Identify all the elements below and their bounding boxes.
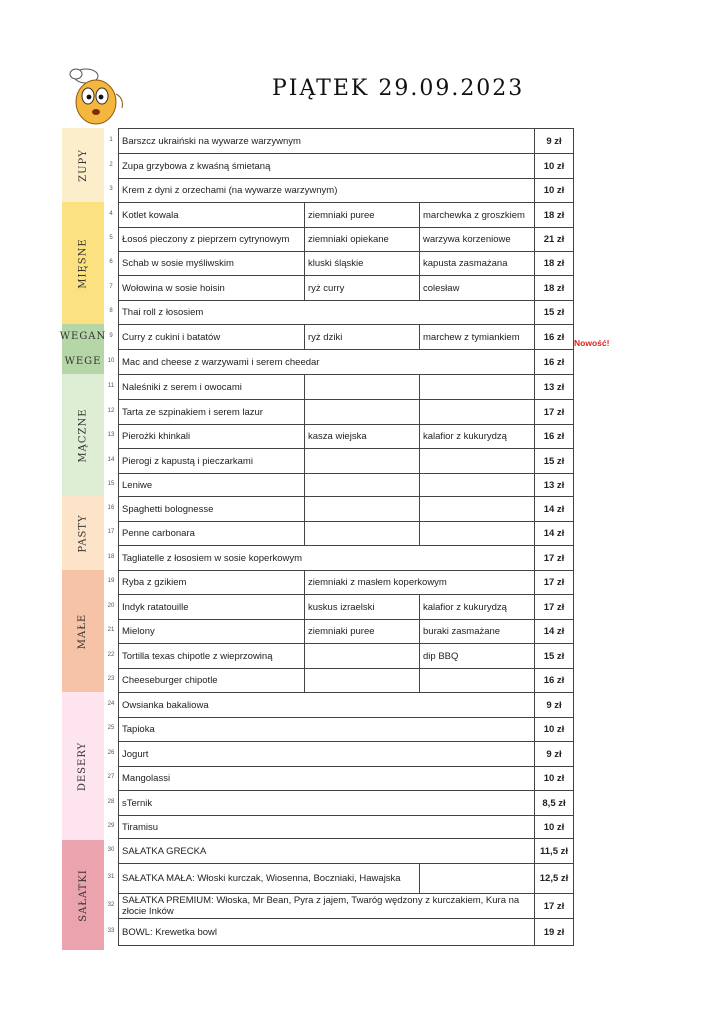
item-side [420,522,535,546]
item-price: 13 zł [535,474,574,497]
item-price: 15 zł [535,644,574,669]
category-band-maczne [62,374,104,496]
item-name: Leniwe [119,474,305,497]
row-number: 21 [107,627,115,633]
table-row [119,497,574,522]
item-price: 14 zł [535,497,574,522]
category-band-male [62,570,104,692]
table-row [119,350,574,375]
row-number: 4 [109,210,113,217]
item-name: Pierogi z kapustą i pieczarkami [119,449,305,474]
row-number: 16 [107,504,115,511]
table-row [119,154,574,179]
table-row [119,620,574,644]
table-row [119,276,574,301]
item-price: 9 zł [535,693,574,718]
table-row [119,669,574,693]
chef-mascot-icon [66,64,128,130]
item-price: 16 zł [535,325,574,350]
item-side [305,497,420,522]
table-row [119,474,574,497]
item-price: 17 zł [535,894,574,919]
item-price: 14 zł [535,522,574,546]
item-name: SAŁATKA PREMIUM: Włoska, Mr Bean, Pyra z jajem, Twaróg wędzony z kurczakiem, Kura na złocie Inków [119,894,535,919]
item-price: 9 zł [535,742,574,767]
item-name: Tiramisu [119,816,535,839]
item-name: Tapioka [119,718,535,742]
table-row [119,375,574,400]
category-band-desery [62,692,104,840]
table-row [119,595,574,620]
item-side [420,864,535,894]
item-price: 13 zł [535,375,574,400]
item-price: 10 zł [535,816,574,839]
menu-table [118,128,574,946]
table-row [119,693,574,718]
item-side [305,669,420,693]
item-name: Pierożki khinkali [119,425,305,449]
row-number: 13 [107,432,115,438]
item-side [305,400,420,425]
category-label: ZUPY [77,148,89,182]
table-row [119,425,574,449]
item-side [305,522,420,546]
category-band-wegan [59,324,107,349]
table-row [119,522,574,546]
item-price: 18 zł [535,252,574,276]
item-name: Mangolassi [119,767,535,791]
table-row [119,325,574,350]
item-side [305,644,420,669]
item-name: BOWL: Krewetka bowl [119,919,535,946]
item-side: kluski śląskie [305,252,420,276]
item-price: 10 zł [535,179,574,203]
row-number: 32 [107,901,115,908]
item-name: Indyk ratatouille [119,595,305,620]
item-name: Wołowina w sosie hoisin [119,276,305,301]
table-row [119,767,574,791]
item-side [305,474,420,497]
item-name: Tortilla texas chipotle z wieprzowiną [119,644,305,669]
item-side: ziemniaki opiekane [305,228,420,252]
row-number: 29 [107,822,115,829]
item-price: 21 zł [535,228,574,252]
item-side: colesław [420,276,535,301]
item-name: Łosoś pieczony z pieprzem cytrynowym [119,228,305,252]
category-label: PASTY [77,513,89,553]
item-name: Curry z cukini i batatów [119,325,305,350]
item-price: 17 zł [535,595,574,620]
item-price: 16 zł [535,350,574,375]
item-name: Mielony [119,620,305,644]
category-band-miesne [62,202,104,324]
item-price: 18 zł [535,276,574,301]
item-side: ziemniaki z masłem koperkowym [305,571,535,595]
row-number: 18 [107,553,115,560]
category-label: MIĘSNE [77,237,89,289]
item-side [420,497,535,522]
item-side: kalafior z kukurydzą [420,595,535,620]
table-row [119,816,574,839]
category-band-zupy [62,128,104,202]
category-label: DESERY [77,741,89,791]
category-band-wege [62,349,104,374]
table-row [119,742,574,767]
row-number: 10 [107,357,115,364]
table-row [119,571,574,595]
row-number: 30 [107,846,115,853]
item-side [420,400,535,425]
row-number: 14 [107,456,115,463]
row-number: 22 [107,651,115,658]
item-side [420,474,535,497]
table-row [119,644,574,669]
item-side [305,375,420,400]
item-price: 17 zł [535,546,574,571]
item-price: 10 zł [535,154,574,179]
row-number: 24 [107,700,115,707]
item-side [420,375,535,400]
category-label: MAŁE [77,613,89,649]
table-row [119,546,574,571]
item-name: Mac and cheese z warzywami i serem cheedar [119,350,535,375]
item-name: SAŁATKA MAŁA: Włoski kurczak, Wiosenna, Boczniaki, Hawajska [119,864,420,894]
item-price: 15 zł [535,301,574,325]
item-side [420,669,535,693]
item-name: Spaghetti bolognesse [119,497,305,522]
category-label: MĄCZNE [77,407,89,463]
item-side [420,449,535,474]
row-number: 20 [107,602,115,609]
item-name: Owsianka bakaliowa [119,693,535,718]
row-number: 8 [109,308,113,314]
item-price: 10 zł [535,718,574,742]
row-number: 33 [107,927,115,934]
item-name: Ryba z gzikiem [119,571,305,595]
row-number: 3 [109,186,113,192]
row-number: 26 [107,749,115,756]
item-name: Jogurt [119,742,535,767]
table-row [119,894,574,919]
menu-body [119,129,574,946]
row-number: 28 [107,798,115,805]
row-number: 6 [109,259,113,265]
item-price: 18 zł [535,203,574,228]
item-price: 10 zł [535,767,574,791]
item-side: dip BBQ [420,644,535,669]
table-row [119,718,574,742]
item-name: Tarta ze szpinakiem i serem lazur [119,400,305,425]
item-name: SAŁATKA GRECKA [119,839,535,864]
item-name: sTernik [119,791,535,816]
table-row [119,252,574,276]
item-price: 11,5 zł [535,839,574,864]
item-price: 16 zł [535,425,574,449]
row-number: 11 [107,382,115,389]
table-row [119,203,574,228]
row-number: 31 [107,874,115,880]
table-row [119,919,574,946]
item-side: ryż dziki [305,325,420,350]
item-side: marchew z tymiankiem [420,325,535,350]
table-row [119,839,574,864]
item-price: 16 zł [535,669,574,693]
item-price: 9 zł [535,129,574,154]
item-name: Thai roll z łososiem [119,301,535,325]
table-row [119,129,574,154]
table-row [119,179,574,203]
row-number: 19 [107,578,115,584]
row-number: 9 [109,332,113,339]
category-label: WEGAN [59,331,107,342]
item-name: Cheeseburger chipotle [119,669,305,693]
category-band-pasty [62,496,104,570]
item-name: Naleśniki z serem i owocami [119,375,305,400]
row-number: 5 [109,235,113,241]
item-name: Tagliatelle z łososiem w sosie koperkowym [119,546,535,571]
item-name: Barszcz ukraiński na wywarze warzywnym [119,129,535,154]
table-row [119,864,574,894]
table-row [119,400,574,425]
item-name: Kotlet kowala [119,203,305,228]
item-name: Zupa grzybowa z kwaśną śmietaną [119,154,535,179]
item-price: 14 zł [535,620,574,644]
item-side: ziemniaki puree [305,203,420,228]
row-number: 7 [109,283,113,290]
table-row [119,791,574,816]
item-side: warzywa korzeniowe [420,228,535,252]
row-number: 12 [107,407,115,414]
table-row [119,301,574,325]
category-band-salatki [62,840,104,950]
item-price: 8,5 zł [535,791,574,816]
page-title: PIĄTEK 29.09.2023 [272,76,525,101]
item-side: kalafior z kukurydzą [420,425,535,449]
category-label: WEGE [64,356,102,367]
item-name: Penne carbonara [119,522,305,546]
item-price: 12,5 zł [535,864,574,894]
item-name: Schab w sosie myśliwskim [119,252,305,276]
item-side: kapusta zasmażana [420,252,535,276]
row-number: 2 [109,161,113,168]
category-label: SAŁATKI [77,868,89,922]
item-side: ziemniaki puree [305,620,420,644]
row-number: 23 [107,676,115,682]
table-row [119,449,574,474]
row-number: 17 [107,529,115,535]
item-side: kasza wiejska [305,425,420,449]
item-side: marchewka z groszkiem [420,203,535,228]
item-side: kuskus izraelski [305,595,420,620]
item-price: 17 zł [535,400,574,425]
item-name: Krem z dyni z orzechami (na wywarze warzywnym) [119,179,535,203]
item-price: 19 zł [535,919,574,946]
row-number: 25 [107,725,115,731]
item-side: buraki zasmażane [420,620,535,644]
item-price: 17 zł [535,571,574,595]
new-badge: Nowość! [574,338,610,348]
row-number: 15 [107,480,115,487]
item-side: ryż curry [305,276,420,301]
row-number: 27 [107,774,115,780]
row-number: 1 [109,136,113,143]
item-side [305,449,420,474]
table-row [119,228,574,252]
item-price: 15 zł [535,449,574,474]
